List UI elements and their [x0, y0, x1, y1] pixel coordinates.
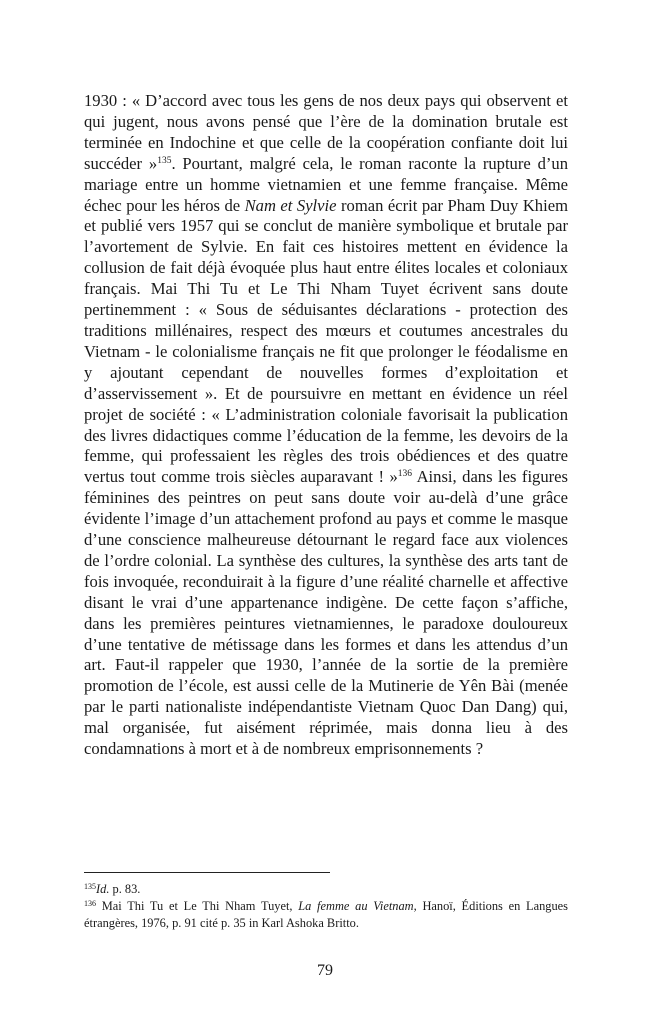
footnote-divider: [84, 872, 330, 873]
body-text: [84, 91, 568, 760]
text-segment: Ainsi, dans les figures féminines des peintres on peut sans doute voir au-delà d’une grâce évidente l’image d’un attachement profond au pays et comme le masque d’une conscience malheureuse détournant le regard face aux violences de l’ordre colonial. La synthèse des cultures, la synthèse des arts tant de fois invoquée, reconduirait à la figure d’une réalité charnelle et affective disant le vrai d’une appartenance indigène. De cette façon s’affiche, dans les premières peintures vietnamiennes, le paradoxe douloureux d’une tentative de métissage dans les formes et dans les attendus d’un art. Faut-il rappeler que 1930, l’année de la sortie de la première promotion de l’école, est aussi celle de la Mutinerie de Yên Bài (menée par le parti nationaliste indépendantiste Vietnam Quoc Dan Dang) qui, mal organisée, fut aisément réprimée, mais donna lieu à des condamnations à mort et à de nombreux emprisonnements ?: [84, 467, 568, 759]
body-paragraph: [84, 91, 568, 760]
footnote-number: 135: [84, 882, 96, 891]
footnote-number: 136: [84, 899, 96, 909]
footnote-text: p. 83.: [109, 882, 141, 896]
page-number: 79: [317, 962, 333, 979]
footnote-135: [84, 881, 568, 898]
book-title: Nam et Sylvie: [244, 195, 337, 215]
footnote-italic: Id.: [96, 882, 110, 896]
footnote-text: Mai Thi Tu et Le Thi Nham Tuyet,: [96, 899, 299, 914]
text-segment: 1930 : « D’accord avec tous les gens de nos deux pays qui observent et qui jugent, nous avons pensé que l’ère de la domination brutale est terminée en Indochine et que celle de la coopération confiante doit lui succéder »: [84, 91, 568, 173]
text-segment: roman écrit par Pham Duy Khiem et publié vers 1957 qui se conclut de manière symbolique et brutale par l’avortement de Sylvie. En fait ces histoires mettent en évidence la collusion de fait déjà évoquée plus haut entre élites locales et coloniaux français. Mai Thi Tu et Le Thi Nham Tuyet écrivent sans doute pertinemment : « Sous de séduisantes déclarations - protection des traditions millénaires, respect des mœurs et coutumes ancestrales du Vietnam - le colonialisme français ne fit que prolonger le féodalisme en y ajoutant cependant de nouvelles formes d’exploitation et d’asservissement ». Et de poursuivre en mettant en évidence un réel projet de société : « L’administration coloniale favorisait la publication des livres didactiques comme l’éducation de la femme, les devoirs de la femme, qui professaient les règles des trois obédiences et des quatre vertus tout comme trois siècles auparavant ! »: [84, 195, 568, 487]
footnote-ref-135: 135: [157, 155, 172, 166]
text-segment: . Pourtant, malgré cela, le roman raconte la rupture d’un mariage entre un homme vietnamien et une femme française. Même échec pour les héros de: [84, 153, 568, 215]
footnote-136: [84, 898, 568, 932]
footnotes: [84, 881, 568, 933]
footnote-ref-136: 136: [397, 469, 413, 480]
footnote-book-title: La femme au Vietnam,: [298, 899, 417, 914]
footnote-text: Hanoï, Éditions en Langues étrangères, 1976, p. 91 cité p. 35 in Karl Ashoka Britto.: [84, 899, 568, 931]
